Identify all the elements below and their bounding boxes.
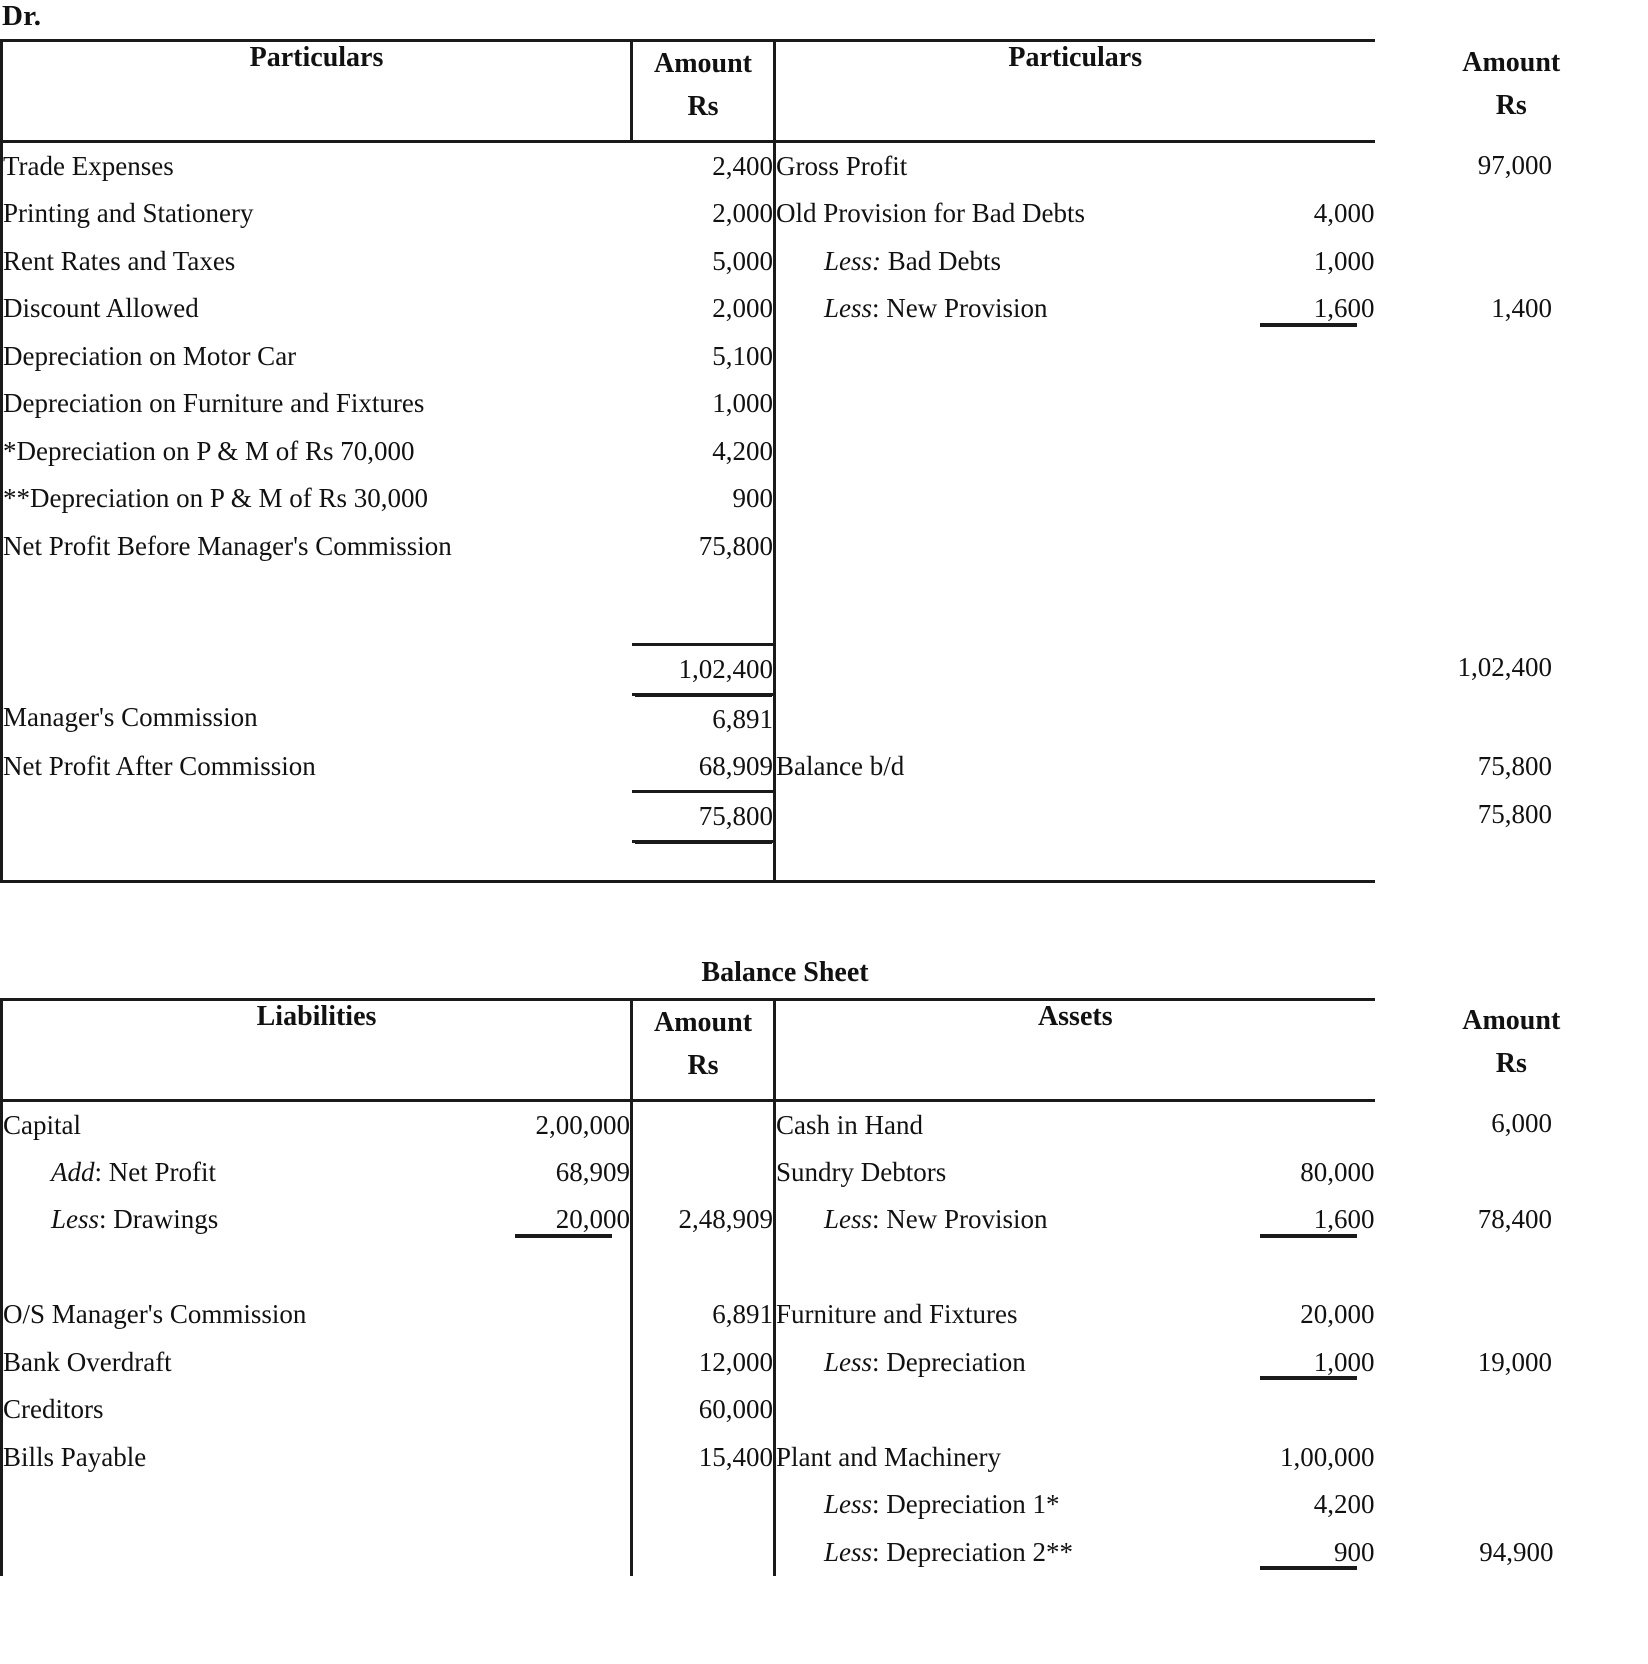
bs-asset-sub [1210, 1100, 1375, 1149]
pl-debit-amount: 2,000 [632, 285, 775, 333]
pl-credit-spacer [1210, 333, 1375, 381]
bs-asset-label: Cash in Hand [776, 1109, 923, 1140]
bs-left-amount-line1: Amount [654, 1006, 753, 1038]
bs-asset-amount [1375, 1291, 1648, 1339]
pl-total-spacer [775, 644, 1210, 694]
pl-left-particulars-header: Particulars [2, 41, 632, 142]
bs-liability-amount: 12,000 [632, 1339, 775, 1387]
bs-asset-sub: 4,200 [1313, 1489, 1375, 1519]
pl-balance-bd-amount: 75,800 [1477, 750, 1552, 781]
bs-liability-label: Creditors [2, 1386, 507, 1434]
bs-spacer [2, 1529, 507, 1577]
bs-spacer [507, 1481, 632, 1529]
bs-spacer [775, 1244, 1210, 1292]
table-row [2, 333, 1648, 381]
bs-spacer [632, 1529, 775, 1577]
pl-debit-amount: 75,800 [632, 523, 775, 571]
balance-sheet-title: Balance Sheet [701, 956, 869, 988]
bs-asset-label-text: : New Provision [872, 1204, 1048, 1234]
pl-debit-label: Depreciation on Motor Car [2, 333, 632, 381]
section-gap [0, 883, 1648, 957]
table-row-total [2, 791, 1648, 841]
pl-right-amount-line2: Rs [1495, 89, 1527, 121]
pl-stub [1210, 841, 1375, 881]
pl-credit-spacer [1210, 428, 1375, 476]
pl-debit-amount: 900 [632, 475, 775, 523]
bs-asset-sub: 20,000 [1300, 1299, 1375, 1329]
table-row [2, 475, 1648, 523]
pl-debit-label: Trade Expenses [2, 142, 632, 191]
bs-spacer [2, 1244, 507, 1292]
pl-debit-label: **Depreciation on P & M of Rs 30,000 [2, 475, 632, 523]
pl-left-amount-line2: Rs [687, 91, 719, 123]
pl-debit-total: 1,02,400 [632, 644, 775, 694]
table-row [2, 1434, 1648, 1482]
table-row [2, 380, 1648, 428]
bs-right-amount-header [1375, 999, 1648, 1100]
table-row [2, 428, 1648, 476]
table-row [2, 1481, 1648, 1529]
pl-stub [1375, 841, 1648, 881]
bs-spacer [1375, 1244, 1648, 1292]
bs-liability-amount: 15,400 [632, 1434, 775, 1482]
bs-liability-label [2, 1149, 507, 1197]
pl-credit-spacer [1375, 428, 1648, 476]
pl-debit-label: Printing and Stationery [2, 190, 632, 238]
pl-credit-sub: 1,000 [1313, 245, 1375, 276]
pl-right-closing-total: 75,800 [1477, 799, 1552, 829]
pl-net-profit-after-amount: 68,909 [632, 743, 775, 792]
pl-right-particulars-header: Particulars [775, 41, 1375, 142]
bs-spacer [2, 1481, 507, 1529]
pl-spacer [1375, 694, 1648, 743]
bs-asset-label-text: : Depreciation [872, 1346, 1026, 1377]
pl-credit-amount [1375, 190, 1648, 238]
bs-assets-header: Assets [775, 999, 1375, 1100]
pl-credit-sub [1210, 142, 1375, 191]
bs-asset-sub: 80,000 [1300, 1156, 1375, 1187]
table-row [2, 694, 1648, 743]
pl-credit-label-text: Bad Debts [881, 245, 1001, 276]
bs-asset-amount: 78,400 [1477, 1204, 1553, 1234]
pl-left-closing-total: 75,800 [632, 791, 775, 841]
pl-debit-amount: 5,100 [632, 333, 775, 381]
pl-credit-spacer [775, 475, 1210, 523]
pl-credit-amount: 97,000 [1477, 149, 1552, 180]
pl-stub [775, 841, 1210, 881]
bs-asset-sub: 1,00,000 [1280, 1441, 1375, 1472]
pl-right-amount-line1: Amount [1462, 46, 1561, 78]
pl-left-amount-header [632, 41, 775, 142]
pl-spacer [1210, 570, 1375, 644]
bs-liability-amount: 60,000 [632, 1386, 775, 1434]
pl-credit-label [775, 238, 1210, 286]
pl-balance-bd-label: Balance b/d [776, 750, 905, 781]
pl-debit-label: Rent Rates and Taxes [2, 238, 632, 286]
bs-liability-sub [507, 1434, 632, 1482]
table-row-stub [2, 841, 1648, 881]
table-row-spacer [2, 1244, 1648, 1292]
pl-stub [632, 841, 775, 881]
pl-credit-label [775, 285, 1210, 333]
less-italic-label: Less [824, 1346, 873, 1377]
bs-asset-label-text: : Depreciation 2** [872, 1536, 1073, 1567]
pl-spacer [775, 791, 1210, 841]
less-italic-label: Less [824, 293, 873, 323]
table-row [2, 1339, 1648, 1387]
pl-net-profit-after-label: Net Profit After Commission [2, 743, 632, 792]
less-italic-label: Less [824, 1204, 873, 1234]
table-row [2, 238, 1648, 286]
bs-asset-label: Sundry Debtors [776, 1156, 947, 1187]
pl-credit-total: 1,02,400 [1457, 652, 1552, 682]
bs-asset-label-text: : Depreciation 1* [872, 1489, 1060, 1519]
bs-liability-amount [632, 1149, 775, 1197]
table-row [2, 1529, 1648, 1577]
bs-asset-sub [1210, 1386, 1375, 1434]
pl-credit-spacer [1210, 523, 1375, 571]
bs-liability-label-text: : Drawings [99, 1204, 219, 1234]
dr-label: Dr. [2, 0, 42, 32]
bs-liability-label-text: : Net Profit [94, 1156, 216, 1187]
less-italic-label: Less [824, 1536, 873, 1567]
bs-right-amount-line1: Amount [1462, 1005, 1561, 1036]
bs-liability-sub: 20,000 [507, 1196, 632, 1244]
bs-asset-sub: 1,600 [1210, 1196, 1375, 1244]
table-row [2, 1196, 1648, 1244]
table-row [2, 285, 1648, 333]
pl-credit-amount: 1,400 [1491, 293, 1552, 323]
bs-liability-sub: 68,909 [555, 1156, 631, 1187]
table-row [2, 523, 1648, 571]
pl-credit-label: Gross Profit [776, 151, 908, 181]
bs-asset-label [775, 1196, 1210, 1244]
bs-asset-sub: 900 [1210, 1529, 1375, 1577]
pl-debit-label: Discount Allowed [2, 285, 632, 333]
pl-credit-spacer [1210, 475, 1375, 523]
bs-left-amount-header [632, 999, 775, 1100]
bs-asset-label [775, 1339, 1210, 1387]
bs-left-amount-line2: Rs [687, 1049, 719, 1081]
pl-right-amount-header [1375, 41, 1648, 142]
bs-asset-amount [1375, 1481, 1648, 1529]
bs-liability-sub [507, 1291, 632, 1339]
bs-asset-label [775, 1386, 1210, 1434]
table-row [2, 142, 1648, 191]
bs-asset-amount: 19,000 [1477, 1346, 1553, 1377]
bs-spacer [632, 1244, 775, 1292]
pl-total-spacer [2, 644, 632, 694]
pl-spacer [1375, 570, 1648, 644]
pl-debit-amount: 4,200 [632, 428, 775, 476]
bs-asset-label [775, 1529, 1210, 1577]
bs-liability-sub: 2,00,000 [535, 1109, 631, 1140]
bs-liability-sub [507, 1386, 632, 1434]
pl-debit-label: Net Profit Before Manager's Commission [2, 523, 632, 571]
pl-spacer [2, 570, 632, 644]
pl-total-spacer [1210, 644, 1375, 694]
pl-spacer [632, 570, 775, 644]
pl-credit-spacer [1375, 523, 1648, 571]
pl-credit-spacer [775, 523, 1210, 571]
pl-stub [2, 841, 632, 881]
table-row-total [2, 644, 1648, 694]
pl-debit-amount: 5,000 [632, 238, 775, 286]
bs-liability-amount [632, 1100, 775, 1149]
pl-credit-spacer [775, 428, 1210, 476]
bs-asset-amount [1375, 1149, 1648, 1197]
table-row-spacer [2, 570, 1648, 644]
pl-spacer [2, 791, 632, 841]
bs-liability-label: Bank Overdraft [2, 1339, 507, 1387]
table-row [2, 1386, 1648, 1434]
pl-spacer [1210, 694, 1375, 743]
pl-credit-label-text: : New Provision [872, 293, 1048, 323]
pl-spacer [775, 694, 1210, 743]
bs-liability-amount: 6,891 [632, 1291, 775, 1339]
pl-managers-commission-label: Manager's Commission [2, 694, 632, 743]
pl-debit-amount: 2,400 [632, 142, 775, 191]
table-row [2, 1291, 1648, 1339]
pl-credit-spacer [1375, 475, 1648, 523]
bs-liability-label: Bills Payable [2, 1434, 507, 1482]
bs-liability-sub [507, 1339, 632, 1387]
pl-credit-spacer [1375, 380, 1648, 428]
pl-credit-sub: 4,000 [1313, 198, 1375, 228]
bs-spacer [632, 1481, 775, 1529]
bs-liability-label: O/S Manager's Commission [2, 1291, 507, 1339]
pl-debit-label: Depreciation on Furniture and Fixtures [2, 380, 632, 428]
balance-sheet-table [0, 998, 1648, 1577]
pl-spacer [1210, 791, 1375, 841]
profit-and-loss-table [0, 39, 1648, 883]
pl-managers-commission-amount: 6,891 [632, 694, 775, 743]
bs-asset-amount [1375, 1386, 1648, 1434]
pl-credit-sub: 1,600 [1210, 285, 1375, 333]
bs-liability-amount: 2,48,909 [632, 1196, 775, 1244]
pl-spacer [775, 570, 1210, 644]
pl-debit-amount: 1,000 [632, 380, 775, 428]
bs-liabilities-header: Liabilities [2, 999, 632, 1100]
bs-asset-sub: 1,000 [1210, 1339, 1375, 1387]
bs-asset-amount: 94,900 [1479, 1536, 1554, 1567]
bs-asset-amount: 6,000 [1491, 1108, 1553, 1138]
bs-liability-label: Capital [2, 1100, 507, 1149]
bs-spacer [1210, 1244, 1375, 1292]
add-italic-label: Add [51, 1156, 95, 1187]
bs-liability-label [2, 1196, 507, 1244]
pl-left-amount-line1: Amount [653, 48, 752, 79]
table-row [2, 190, 1648, 238]
table-row [2, 743, 1648, 792]
bs-right-amount-line2: Rs [1495, 1048, 1527, 1080]
pl-credit-spacer [1375, 333, 1648, 381]
pl-credit-spacer [1210, 380, 1375, 428]
bs-spacer [507, 1529, 632, 1577]
pl-spacer [1210, 743, 1375, 792]
bs-spacer [507, 1244, 632, 1292]
pl-credit-spacer [775, 380, 1210, 428]
bs-asset-label: Plant and Machinery [776, 1441, 1001, 1472]
pl-debit-amount: 2,000 [632, 190, 775, 238]
pl-credit-label: Old Provision for Bad Debts [776, 198, 1085, 228]
table-row [2, 1100, 1648, 1149]
less-italic-label: Less [824, 1489, 873, 1519]
less-italic-label: Less [51, 1204, 100, 1234]
pl-credit-amount [1375, 238, 1648, 286]
bs-asset-amount [1375, 1434, 1648, 1482]
table-row [2, 1149, 1648, 1197]
pl-debit-label: *Depreciation on P & M of Rs 70,000 [2, 428, 632, 476]
bs-asset-label: Furniture and Fixtures [776, 1299, 1018, 1329]
less-italic-label: Less: [824, 245, 882, 276]
bs-asset-label [775, 1481, 1210, 1529]
pl-credit-spacer [775, 333, 1210, 381]
